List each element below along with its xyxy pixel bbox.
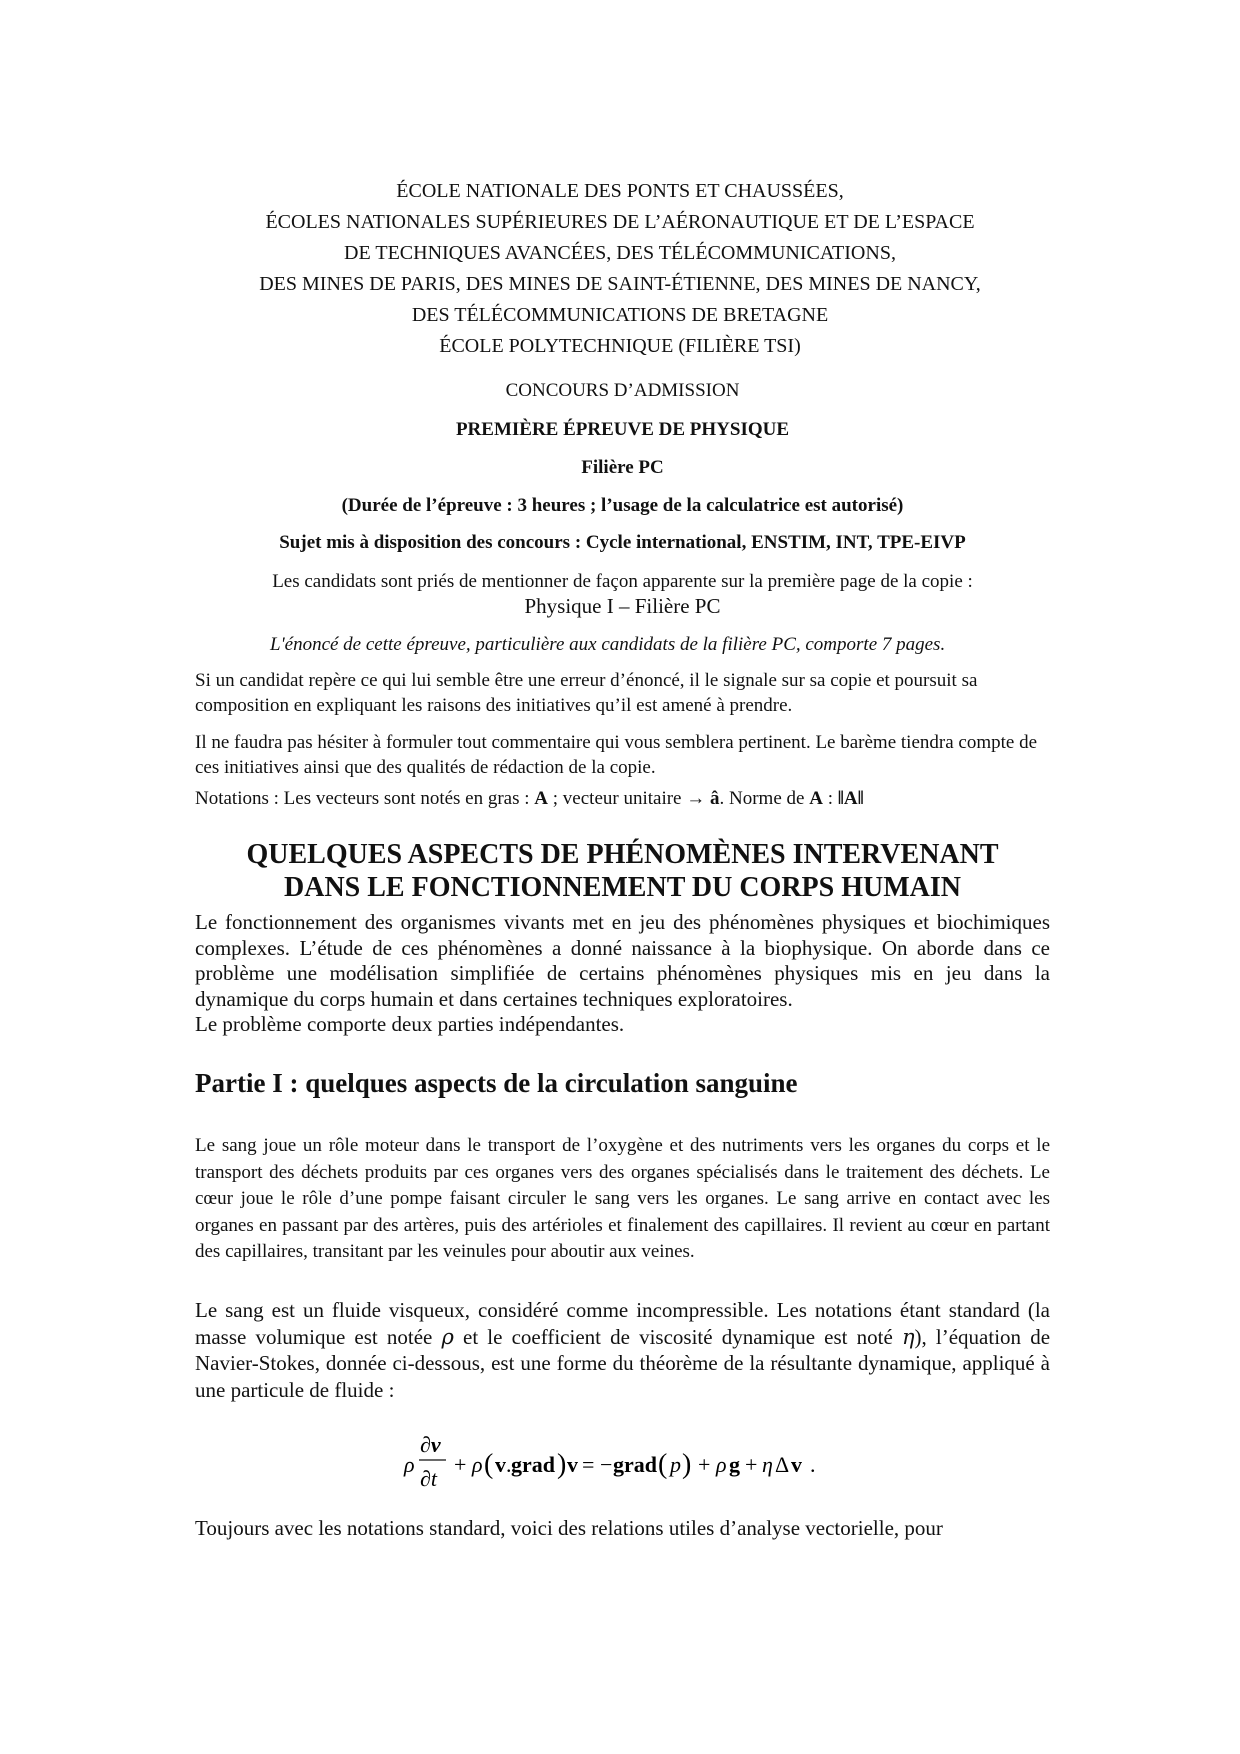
eq-g: g [729, 1452, 740, 1477]
part1-paragraph-3: Toujours avec les notations standard, voici des relations utiles d’analyse vectorielle, pour [195, 1516, 943, 1540]
statement-note: L'énoncé de cette épreuve, particulière aux candidats de la filière PC, comporte 7 pages. [270, 634, 946, 655]
comment-instructions: Il ne faudra pas hésiter à formuler tout commentaire qui vous semblera pertinent. Le barème tiendra compte de ces initiatives ainsi que des qualités de rédaction de la copie. [195, 732, 1038, 778]
notations-prefix: Notations : Les vecteurs sont notés en gras : [195, 788, 535, 809]
navier-stokes-equation [0, 1426, 1240, 1496]
notations-line [195, 788, 1050, 810]
intro-paragraph-2: Le problème comporte deux parties indépendantes. [195, 1012, 625, 1036]
header-line: DES MINES DE PARIS, DES MINES DE SAINT-ÉTIENNE, DES MINES DE NANCY, [259, 273, 981, 295]
copy-title: Physique I – Filière PC [524, 594, 721, 618]
eq-plus-3: + [745, 1452, 758, 1477]
p2-text-a: Le sang est un fluide visqueux, considéré comme incompressible. Les notations étant standard (la masse volumique est notée [195, 1298, 1050, 1349]
eq-rparen: ) [557, 1449, 567, 1480]
eq-equals: = [582, 1452, 595, 1477]
sujet-note: Sujet mis à disposition des concours : Cycle international, ENSTIM, INT, TPE-EIVP [279, 532, 966, 553]
eq-grad-1: grad [511, 1452, 555, 1477]
header-line: ÉCOLES NATIONALES SUPÉRIEURES DE L’AÉRONAUTIQUE ET DE L’ESPACE [265, 211, 975, 233]
eq-lparen: ( [484, 1449, 494, 1480]
problem-title [195, 838, 1050, 904]
eq-numerator: ∂v [420, 1432, 441, 1457]
intro-paragraph: Le fonctionnement des organismes vivants met en jeu des phénomènes physiques et biochimiques complexes. L’étude de ces phénomènes a donné naissance à la biophysique. On aborde dans ce problème une modélisation simplifiée de certains phénomènes physiques mis en jeu dans la dynamique du corps humain et dans certaines techniques exploratoires. [195, 910, 1050, 1011]
part1-heading: Partie I : quelques aspects de la circulation sanguine [195, 1068, 798, 1098]
introduction [195, 910, 1050, 1038]
notations-mid: ; vecteur unitaire → [548, 788, 710, 809]
unit-vector: â [710, 788, 720, 809]
schools-header [0, 176, 1240, 362]
candidates-instructions [195, 570, 1050, 618]
eq-delta: Δ [775, 1452, 790, 1477]
header-line: ÉCOLE POLYTECHNIQUE (FILIÈRE TSI) [439, 335, 801, 357]
eq-plus-1: + [454, 1452, 467, 1477]
eq-v-3: v [791, 1452, 802, 1477]
concours-label: CONCOURS D’ADMISSION [505, 380, 740, 401]
eq-p: p [670, 1452, 681, 1477]
header-line: ÉCOLE NATIONALE DES PONTS ET CHAUSSÉES, [396, 180, 844, 202]
notations-colon: : [822, 788, 838, 809]
eq-denominator: ∂t [420, 1466, 437, 1491]
candidates-text: Les candidats sont priés de mentionner de façon apparente sur la première page de la copie : [272, 571, 973, 592]
rho-symbol: ρ [441, 1324, 454, 1349]
eq-lparen-2: ( [658, 1449, 668, 1480]
eq-rparen-2: ) [682, 1449, 692, 1480]
filiere-label: Filière PC [581, 457, 664, 478]
eq-eta: η [762, 1452, 773, 1477]
eq-minus: − [600, 1452, 613, 1477]
header-line: DE TECHNIQUES AVANCÉES, DES TÉLÉCOMMUNICATIONS, [344, 242, 896, 264]
eq-end-dot: . [810, 1452, 816, 1477]
equation-svg [400, 1426, 840, 1496]
eq-v-1: v [495, 1452, 506, 1477]
vector-A2: A [809, 788, 823, 809]
eq-dot: . [506, 1452, 512, 1477]
eta-symbol: η [901, 1324, 915, 1349]
problem-title-line2: DANS LE FONCTIONNEMENT DU CORPS HUMAIN [284, 872, 961, 903]
eq-plus-2: + [698, 1452, 711, 1477]
p2-text-b: et le coefficient de viscosité dynamique est noté [453, 1324, 902, 1349]
norm-A: ‖A‖ [837, 788, 864, 809]
error-instructions: Si un candidat repère ce qui lui semble être une erreur d’énoncé, il le signale sur sa copie et poursuit sa composition en expliquant les raisons des initiatives qu’il est amené à prendre. [195, 670, 978, 716]
eq-grad-2: grad [613, 1452, 657, 1477]
duration-note: (Durée de l’épreuve : 3 heures ; l’usage de la calculatrice est autorisé) [341, 495, 904, 516]
eq-rho-3: ρ [716, 1452, 727, 1477]
eq-rho-2: ρ [472, 1452, 483, 1477]
problem-title-line1: QUELQUES ASPECTS DE PHÉNOMÈNES INTERVENANT [246, 839, 999, 870]
vector-A: A [534, 788, 549, 809]
p2-text-c: ), l’équation de Navier-Stokes, donnée ci-dessous, est une forme du théorème de la résultante dynamique, appliqué à une particule de fluide : [195, 1324, 1051, 1402]
eq-rho-1: ρ [404, 1452, 415, 1477]
eq-v-2: v [567, 1452, 578, 1477]
epreuve-title: PREMIÈRE ÉPREUVE DE PHYSIQUE [455, 419, 790, 440]
header-line: DES TÉLÉCOMMUNICATIONS DE BRETAGNE [411, 304, 829, 326]
notations-norme: . Norme de [719, 788, 810, 809]
part1-paragraph-2 [195, 1297, 1050, 1403]
part1-paragraph-1: Le sang joue un rôle moteur dans le transport de l’oxygène et des nutriments vers les organes du corps et le transport des déchets produits par ces organes vers des organes spécialisés dans le traitement des déchets. Le cœur joue le rôle d’une pompe faisant circuler le sang vers les organes. Le sang arrive en contact avec les organes en passant par des artères, puis des artérioles et finalement des capillaires. Il revient au cœur en partant des capillaires, transitant par les veinules pour aboutir aux veines. [195, 1135, 1050, 1262]
